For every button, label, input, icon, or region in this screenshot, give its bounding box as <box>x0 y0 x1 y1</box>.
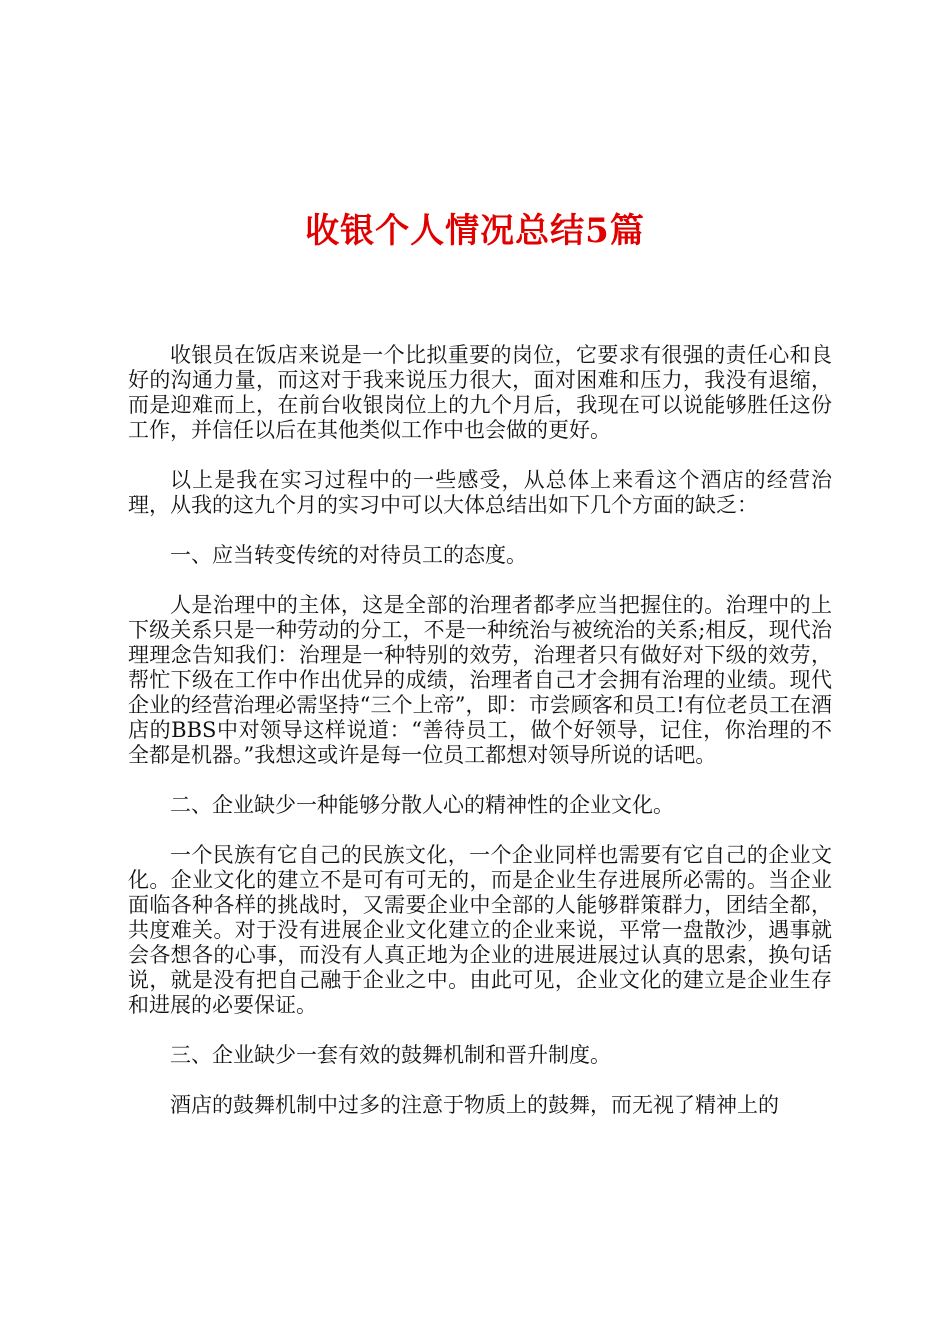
section-heading-1: 一、应当转变传统的对待员工的态度。 <box>170 543 527 567</box>
paragraph-summary: 以上是我在实习过程中的一些感受，从总体上来看这个酒店的经营治理，从我的这九个月的实习中可以大体总结出如下几个方面的缺乏： <box>128 468 832 517</box>
paragraph-section-1: 人是治理中的主体，这是全部的治理者都孝应当把握住的。治理中的上下级关系只是一种劳动的分工，不是一种统治与被统治的关系;相反，现代治理理念告知我们：治理是一种特别的效劳，治理者只有做好对下级的效劳，帮忙下级在工作中作出优异的成绩，治理者自己才会拥有治理的业绩。现代企业的经营治理必需坚持“三个上帝”，即：市尝顾客和员工!有位老员工在酒店的BBS中对领导这样说道：“善待员工，做个好领导，记住，你治理的不全都是机器。”我想这或许是每一位员工都想对领导所说的话吧。 <box>128 593 832 767</box>
paragraph-section-3: 酒店的鼓舞机制中过多的注意于物质上的鼓舞，而无视了精神上的 <box>170 1093 779 1117</box>
paragraph-section-2: 一个民族有它自己的民族文化，一个企业同样也需要有它自己的企业文化。企业文化的建立不是可有可无的，而是企业生存进展所必需的。当企业面临各种各样的挑战时，又需要企业中全部的人能够群策群力，团结全都，共度难关。对于没有进展企业文化建立的企业来说，平常一盘散沙，遇事就会各想各的心事，而没有人真正地为企业的进展进展过认真的思索，换句话说，就是没有把自己融于企业之中。由此可见，企业文化的建立是企业生存和进展的必要保证。 <box>128 843 832 1017</box>
paragraph-intro: 收银员在饭店来说是一个比拟重要的岗位，它要求有很强的责任心和良好的沟通力量，而这对于我来说压力很大，面对困难和压力，我没有退缩，而是迎难而上，在前台收银岗位上的九个月后，我现在可以说能够胜任这份工作，并信任以后在其他类似工作中也会做的更好。 <box>128 343 832 442</box>
section-heading-2: 二、企业缺少一种能够分散人心的精神性的企业文化。 <box>170 793 674 817</box>
section-heading-3: 三、企业缺少一套有效的鼓舞机制和晋升制度。 <box>170 1043 611 1067</box>
document-body <box>128 343 832 1118</box>
document-title: 收银个人情况总结5篇 <box>305 211 645 251</box>
